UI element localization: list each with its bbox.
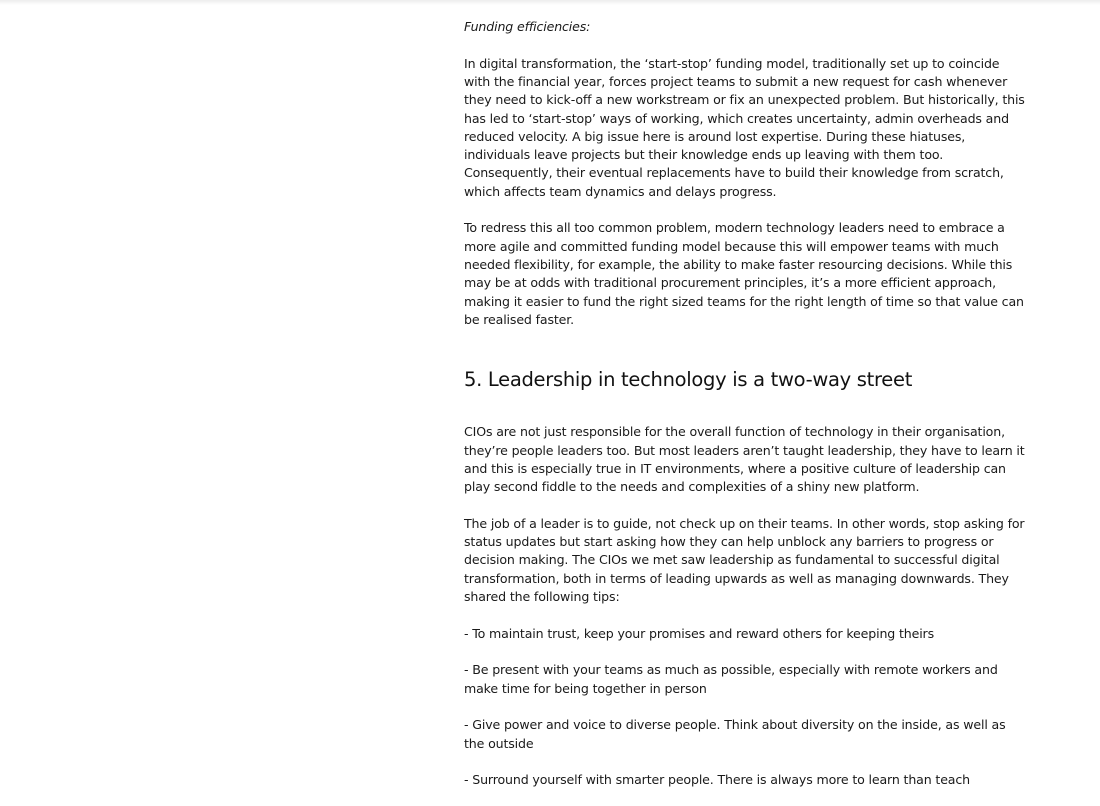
- article-body: [464, 18, 1028, 806]
- tip-item-presence: - Be present with your teams as much as possible, especially with remote workers and make time for being together in person: [464, 662, 998, 696]
- funding-paragraph-1: In digital transformation, the ‘start-stop’ funding model, traditionally set up to coincide with the financial year, forces project teams to submit a new request for cash whenever they need to kick-off a new workstream or fix an unexpected problem. But historically, this has led to ‘start-stop’ ways of working, which creates uncertainty, admin overheads and reduced velocity. A big issue here is around lost expertise. During these hiatuses, individuals leave projects but their knowledge ends up leaving with them too. Consequently, their eventual replacements have to build their knowledge from scratch, which affects team dynamics and delays progress.: [464, 55, 1025, 199]
- tip-item-diversity: - Give power and voice to diverse people. Think about diversity on the inside, as well as the outside: [464, 717, 1006, 751]
- top-shadow: [0, 0, 1100, 5]
- leadership-paragraph-2: The job of a leader is to guide, not check up on their teams. In other words, stop asking for status updates but start asking how they can help unblock any barriers to progress or decision making. The CIOs we met saw leadership as fundamental to successful digital transformation, both in terms of leading upwards as well as managing downwards. They shared the following tips:: [464, 515, 1025, 604]
- funding-subhead: Funding efficiencies:: [464, 19, 591, 34]
- section-heading-leadership: 5. Leadership in technology is a two-way street: [464, 368, 913, 392]
- leadership-paragraph-1: CIOs are not just responsible for the overall function of technology in their organisation, they’re people leaders too. But most leaders aren’t taught leadership, they have to learn it and this is especially true in IT environments, where a positive culture of leadership can play second fiddle to the needs and complexities of a shiny new platform.: [464, 424, 1025, 495]
- tip-item-smarter-people: - Surround yourself with smarter people. There is always more to learn than teach: [464, 772, 970, 788]
- funding-paragraph-2: To redress this all too common problem, modern technology leaders need to embrace a more agile and committed funding model because this will empower teams with much needed flexibility, for example, the ability to make faster resourcing decisions. While this may be at odds with traditional procurement principles, it’s a more efficient approach, making it easier to fund the right sized teams for the right length of time so that value can be realised faster.: [464, 220, 1024, 327]
- tip-item-trust: - To maintain trust, keep your promises and reward others for keeping theirs: [464, 625, 934, 641]
